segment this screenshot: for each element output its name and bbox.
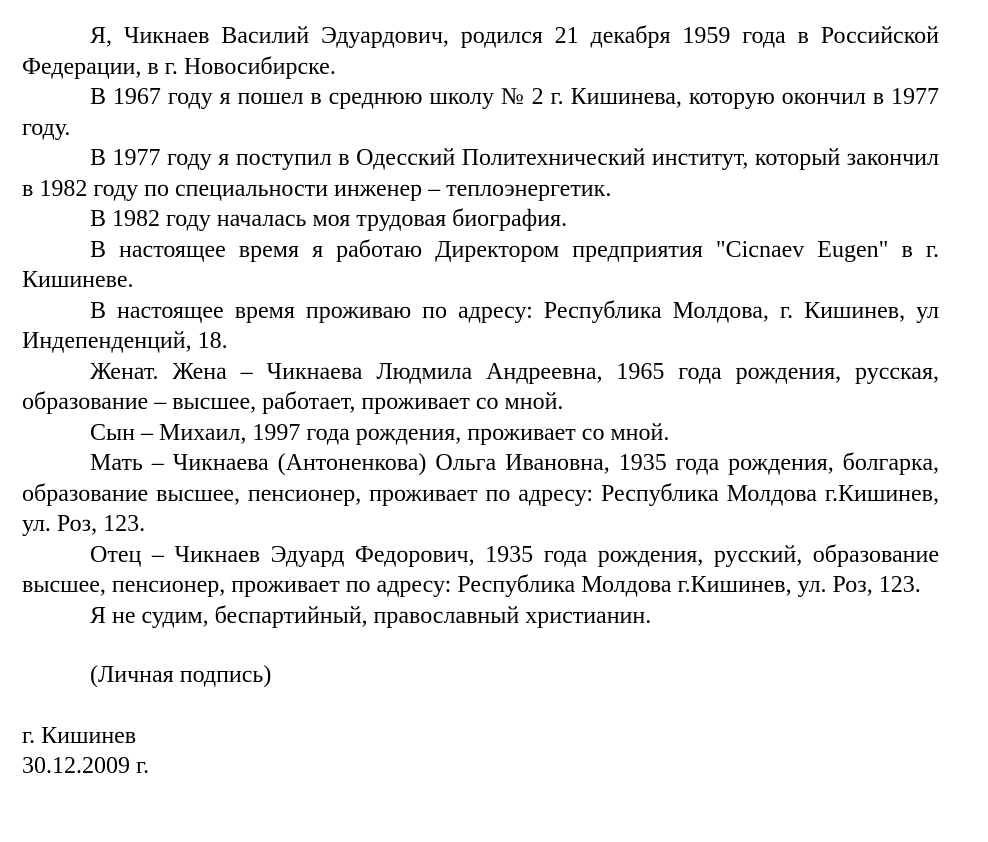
paragraph-career-start: В 1982 году началась моя трудовая биография. [90,206,568,232]
paragraph-father: Отец – Чикнаев Эдуард Федорович, 1935 года рождения, русский, образование высшее, пенсионер, проживает по адресу: Республика Молдова г.Кишинев, ул. Роз, 123. [22,541,939,598]
paragraph-address: В настоящее время проживаю по адресу: Республика Молдова, г. Кишинев, ул Индепенденций, 18. [22,297,939,354]
paragraph-current-job: В настоящее время я работаю Директором предприятия "Cicnaev Eugen" в г. Кишиневе. [22,236,939,293]
paragraph-mother: Мать – Чикнаева (Антоненкова) Ольга Ивановна, 1935 года рождения, болгарка, образование высшее, пенсионер, проживает по адресу: Республика Молдова г.Кишинев, ул. Роз, 123. [22,450,939,537]
paragraph-status: Я не судим, беспартийный, православный христианин. [90,602,652,629]
paragraph-wife: Женат. Жена – Чикнаева Людмила Андреевна, 1965 года рождения, русская, образование – высшее, работает, проживает со мной. [22,358,939,415]
place-line: г. Кишинев [22,722,137,749]
signature-line: (Личная подпись) [90,662,272,688]
date-line: 30.12.2009 г. [22,753,150,779]
paragraph-institute: В 1977 году я поступил в Одесский Политехнический институт, который закончил в 1982 году по специальности инженер – теплоэнергетик. [22,145,939,202]
paragraph-birth: Я, Чикнаев Василий Эдуардович, родился 21 декабря 1959 года в Российской Федерации, в г. Новосибирске. [22,23,939,80]
paragraph-school: В 1967 году я пошел в среднюю школу № 2 г. Кишинева, которую окончил в 1977 году. [22,84,939,141]
document-page [22,21,939,782]
paragraph-son: Сын – Михаил, 1997 года рождения, проживает со мной. [90,419,670,446]
